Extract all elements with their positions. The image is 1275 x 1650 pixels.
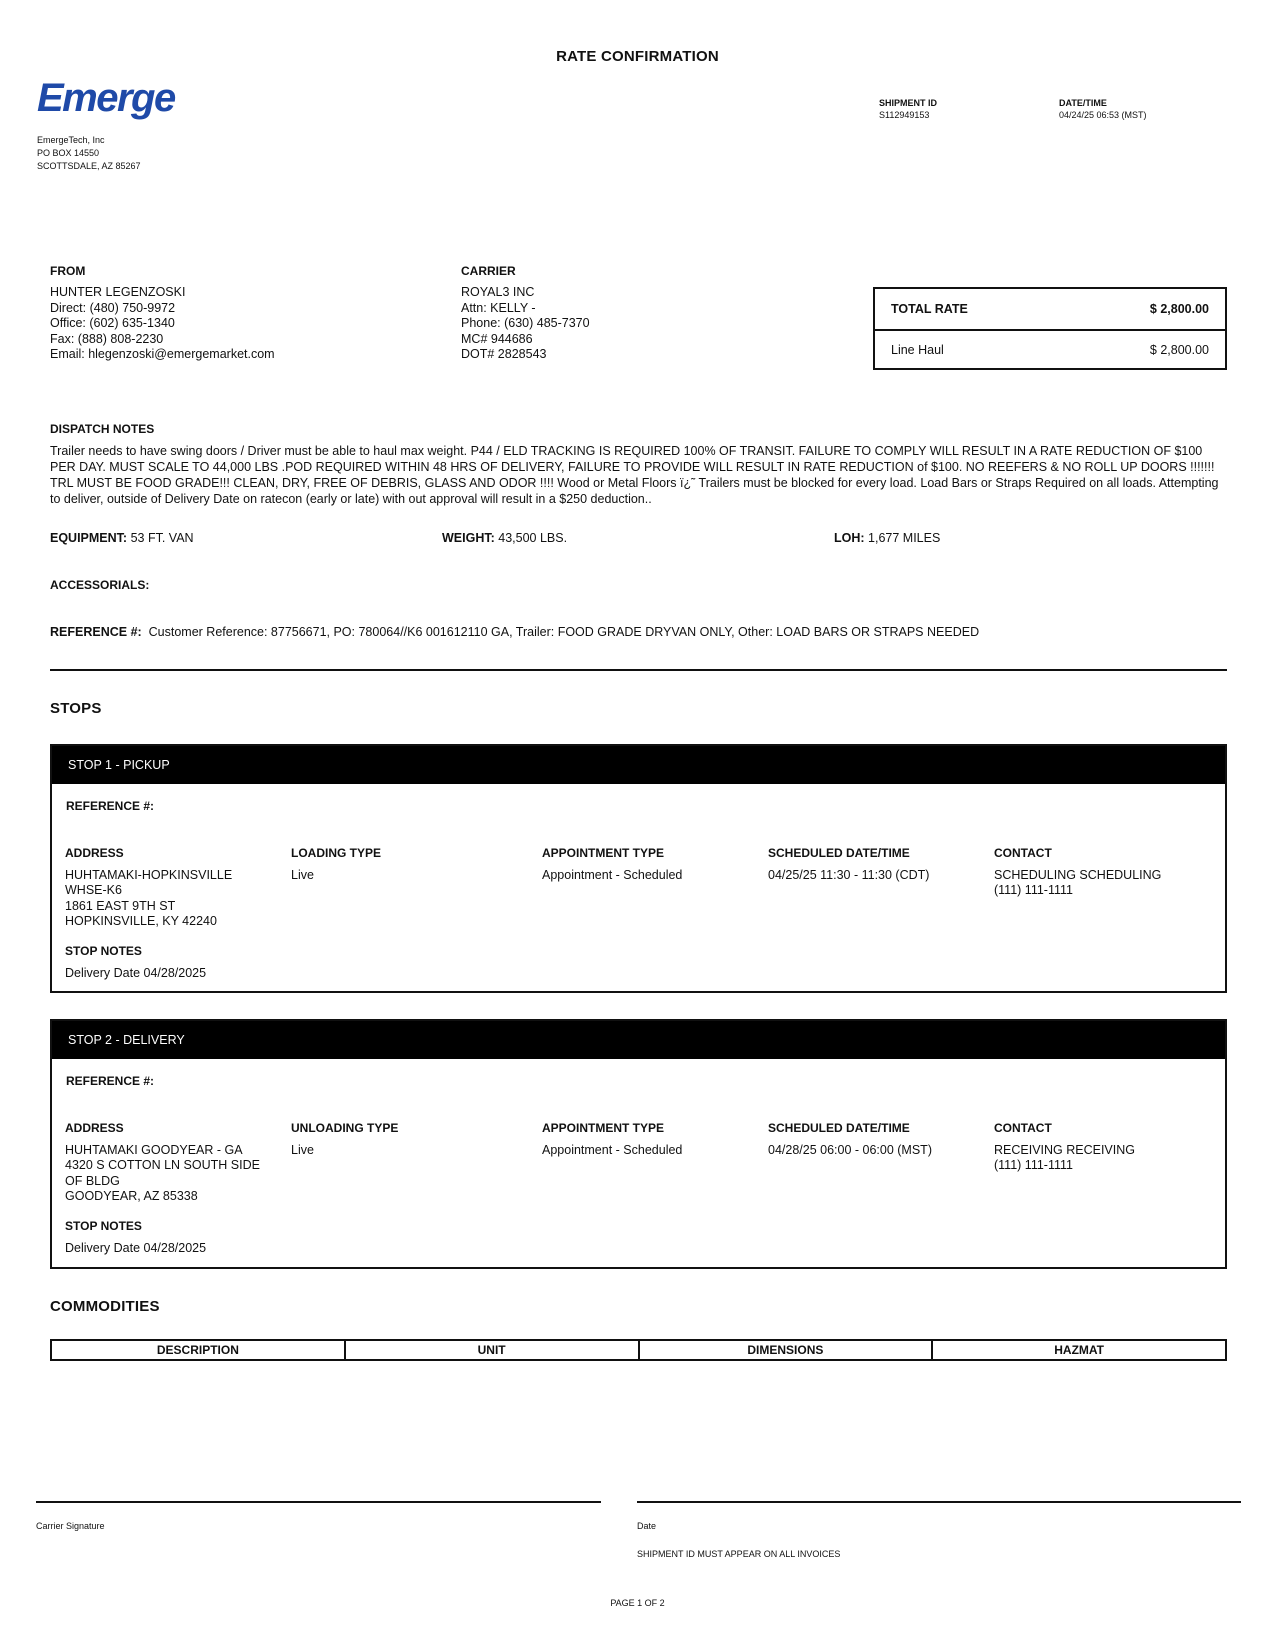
commodities-header-dimensions: DIMENSIONS: [640, 1341, 934, 1359]
commodities-header-description: DESCRIPTION: [52, 1341, 346, 1359]
equipment-label: EQUIPMENT:: [50, 531, 128, 545]
stop-1-header: STOP 1 - PICKUP: [52, 746, 1225, 784]
stop-1-contact-col: [994, 846, 1161, 899]
stop-1-scheduled-value: 04/25/25 11:30 - 11:30 (CDT): [768, 867, 930, 882]
stop-2-contact-label: CONTACT: [994, 1121, 1052, 1135]
carrier-name: ROYAL3 INC: [461, 285, 535, 299]
company-name: EmergeTech, Inc: [37, 135, 105, 145]
commodities-title: COMMODITIES: [50, 1298, 160, 1315]
reference-value: Customer Reference: 87756671, PO: 780064//K6 001612110 GA, Trailer: FOOD GRADE DRYVAN ONLY, Other: LOAD BARS OR STRAPS NEEDED: [148, 625, 980, 639]
stop-2-appointment-col: [542, 1121, 682, 1158]
stop-1-address-line-1: HUHTAMAKI-HOPKINSVILLE: [65, 867, 233, 882]
company-address: [37, 134, 141, 173]
carrier-signature-label: Carrier Signature: [36, 1521, 105, 1531]
carrier-mc: MC# 944686: [461, 331, 533, 346]
stop-1-loading-col: [291, 846, 381, 883]
accessorials-label: ACCESSORIALS:: [50, 578, 150, 592]
carrier-dot: DOT# 2828543: [461, 347, 547, 361]
carrier-label: CARRIER: [461, 264, 516, 278]
stop-1-notes-value: Delivery Date 04/28/2025: [65, 966, 207, 980]
dispatch-notes-label: DISPATCH NOTES: [50, 422, 155, 436]
from-name: HUNTER LEGENZOSKI: [50, 285, 186, 299]
from-label: FROM: [50, 264, 86, 278]
dispatch-notes-text: Trailer needs to have swing doors / Driver must be able to haul max weight. P44 / ELD TRACKING IS REQUIRED 100% OF TRANSIT. FAILURE TO COMPLY WILL RESULT IN A RATE REDUCTION OF $100 PER DAY. MUST SCALE TO 44,000 LBS .POD REQUIRED WITHIN 48 HRS OF DELIVERY, FAILURE TO PROVIDE WILL RESULT IN RATE REDUCTION of $100. NO REEFERS & NO ROLL UP DOORS !!!!!!! TRL MUST BE FOOD GRADE!!! CLEAN, DRY, FREE OF DEBRIS, GLASS AND ODOR !!!! Wood or Metal Floors ï¿˜ Trailers must be blocked for every load. Load Bars or Straps Required on all loads. Attempting to deliver, outside of Delivery Date on ratecon (early or late) with out approval will result in a $250 deduction..: [50, 444, 1219, 506]
stop-2-header: STOP 2 - DELIVERY: [52, 1021, 1225, 1059]
reference-label: REFERENCE #:: [50, 625, 142, 639]
stop-2-scheduled-value: 04/28/25 06:00 - 06:00 (MST): [768, 1142, 932, 1157]
stop-2-unloading-type-value: Live: [291, 1142, 314, 1157]
page-number: PAGE 1 OF 2: [610, 1598, 665, 1608]
total-rate-label: TOTAL RATE: [891, 302, 968, 316]
stop-2-card: [50, 1019, 1227, 1269]
commodities-table: [50, 1339, 1227, 1361]
stop-1-contact-label: CONTACT: [994, 846, 1052, 860]
stop-1-loading-type-value: Live: [291, 867, 314, 882]
from-details: [50, 285, 275, 363]
date-label: Date: [637, 1521, 657, 1531]
equipment-row: [50, 531, 194, 545]
stop-1-contact-name: SCHEDULING SCHEDULING: [994, 867, 1162, 882]
commodities-header-hazmat: HAZMAT: [1054, 1343, 1104, 1357]
stop-2-address-label: ADDRESS: [65, 1121, 124, 1135]
stop-1-loading-type-label: LOADING TYPE: [291, 846, 382, 860]
stop-2-address-line-3: OF BLDG: [65, 1173, 120, 1188]
commodities-header-unit: UNIT: [346, 1341, 640, 1359]
stop-2-contact-name: RECEIVING RECEIVING: [994, 1142, 1135, 1157]
total-rate-row: [875, 289, 1225, 329]
stop-2-address-line-1: HUHTAMAKI GOODYEAR - GA: [65, 1142, 243, 1157]
carrier-phone: Phone: (630) 485-7370: [461, 316, 590, 330]
line-haul-label: Line Haul: [891, 342, 944, 357]
shipment-id-block: [879, 97, 937, 121]
stop-2-contact-phone: (111) 111-1111: [994, 1158, 1073, 1172]
from-office: Office: (602) 635-1340: [50, 316, 175, 330]
carrier-attn: Attn: KELLY -: [461, 300, 536, 315]
stop-1-address-line-3: 1861 EAST 9TH ST: [65, 898, 176, 913]
stop-2-appointment-type-value: Appointment - Scheduled: [542, 1142, 683, 1157]
stop-1-address-label: ADDRESS: [65, 846, 124, 860]
from-email: Email: hlegenzoski@emergemarket.com: [50, 347, 275, 361]
stop-2-scheduled-col: [768, 1121, 932, 1158]
emerge-logo: Emerge: [37, 76, 175, 120]
stop-2-appointment-type-label: APPOINTMENT TYPE: [542, 1121, 665, 1135]
stop-1-contact-phone: (111) 111-1111: [994, 883, 1073, 897]
section-divider: [50, 669, 1227, 671]
weight-value: 43,500 LBS.: [498, 531, 568, 545]
reference-row: [50, 625, 979, 639]
stop-2-scheduled-label: SCHEDULED DATE/TIME: [768, 1121, 910, 1135]
page-title: RATE CONFIRMATION: [556, 48, 719, 65]
stop-2-address-col: [65, 1121, 280, 1205]
datetime-block: [1059, 97, 1147, 121]
stop-1-appointment-type-label: APPOINTMENT TYPE: [542, 846, 665, 860]
loh-value: 1,677 MILES: [868, 531, 941, 545]
from-fax: Fax: (888) 808-2230: [50, 331, 164, 346]
carrier-signature-line: [36, 1501, 601, 1503]
stop-1-appointment-col: [542, 846, 682, 883]
stop-1-scheduled-label: SCHEDULED DATE/TIME: [768, 846, 910, 860]
invoice-notice: SHIPMENT ID MUST APPEAR ON ALL INVOICES: [637, 1549, 841, 1559]
loh-label: LOH:: [834, 531, 865, 545]
stop-1-card: [50, 744, 1227, 993]
carrier-details: [461, 285, 590, 363]
stop-2-unloading-col: [291, 1121, 398, 1158]
stop-1-address-line-4: HOPKINSVILLE, KY 42240: [65, 914, 217, 928]
stops-title: STOPS: [50, 700, 102, 717]
datetime-value: 04/24/25 06:53 (MST): [1059, 110, 1147, 120]
stop-1-reference-label: REFERENCE #:: [66, 799, 155, 813]
equipment-value: 53 FT. VAN: [130, 531, 194, 545]
stop-2-reference-label: REFERENCE #:: [66, 1074, 155, 1088]
company-address-line-1: PO BOX 14550: [37, 148, 100, 158]
total-rate-value: $ 2,800.00: [1149, 302, 1209, 316]
line-haul-row: [875, 329, 1225, 368]
stop-1-appointment-type-value: Appointment - Scheduled: [542, 867, 683, 882]
shipment-id-label: SHIPMENT ID: [879, 98, 938, 108]
stop-2-contact-col: [994, 1121, 1135, 1174]
line-haul-value: $ 2,800.00: [1149, 342, 1209, 357]
stop-2-unloading-type-label: UNLOADING TYPE: [291, 1121, 399, 1135]
stop-1-notes-label: STOP NOTES: [65, 944, 142, 958]
from-direct: Direct: (480) 750-9972: [50, 300, 176, 315]
shipment-id-value: S112949153: [879, 110, 930, 120]
rate-box: [873, 287, 1227, 370]
stop-1-scheduled-col: [768, 846, 929, 883]
company-address-line-2: SCOTTSDALE, AZ 85267: [37, 161, 141, 171]
stop-2-address-line-4: GOODYEAR, AZ 85338: [65, 1189, 198, 1203]
datetime-label: DATE/TIME: [1059, 98, 1107, 108]
weight-row: [442, 531, 567, 545]
stop-2-notes-label: STOP NOTES: [65, 1219, 142, 1233]
stop-1-address-col: [65, 846, 280, 930]
stop-2-address-line-2: 4320 S COTTON LN SOUTH SIDE: [65, 1158, 260, 1172]
loh-row: [834, 531, 940, 545]
date-line: [637, 1501, 1241, 1503]
stop-2-notes-value: Delivery Date 04/28/2025: [65, 1241, 207, 1255]
stop-1-address-line-2: WHSE-K6: [65, 883, 122, 897]
weight-label: WEIGHT:: [442, 531, 495, 545]
